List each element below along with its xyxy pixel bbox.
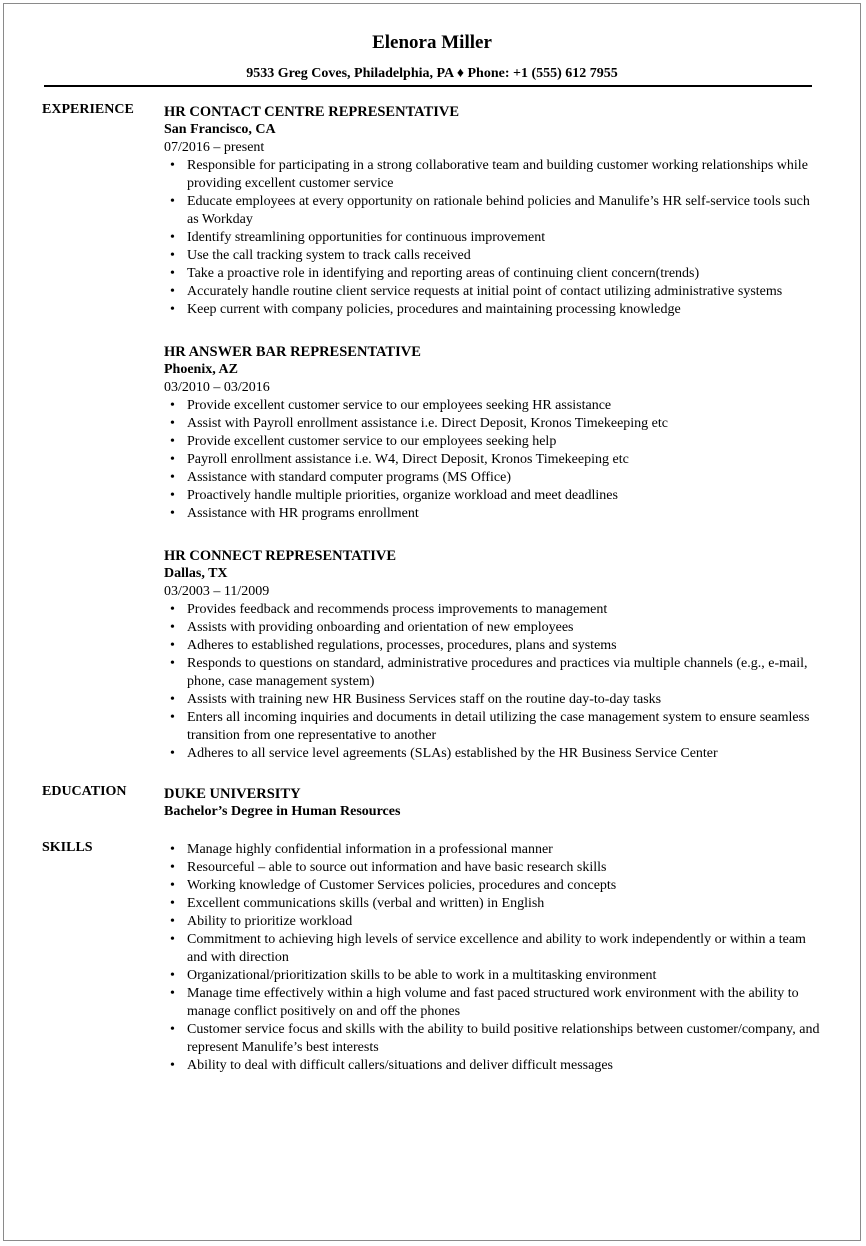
header-divider bbox=[44, 85, 812, 87]
education-section bbox=[164, 785, 824, 821]
job-dates: 07/2016 – present bbox=[164, 140, 265, 155]
list-item: • Educate employees at every opportunity on rationale behind policies and Manulife’s HR self-service tools such as Workday bbox=[164, 193, 824, 229]
skills-list bbox=[164, 841, 824, 1075]
job-entry bbox=[164, 343, 824, 523]
list-item: • Ability to prioritize workload bbox=[164, 913, 824, 931]
list-item: • Commitment to achieving high levels of service excellence and ability to work independently or within a team and with direction bbox=[164, 931, 824, 967]
list-item: • Identify streamlining opportunities for continuous improvement bbox=[164, 229, 824, 247]
list-item: • Provides feedback and recommends process improvements to management bbox=[164, 601, 824, 619]
list-item: • Adheres to all service level agreements (SLAs) established by the HR Business Service Center bbox=[164, 745, 824, 763]
resume-page bbox=[3, 3, 861, 1241]
job-title: HR CONNECT REPRESENTATIVE bbox=[164, 548, 397, 564]
list-item: • Proactively handle multiple priorities, organize workload and meet deadlines bbox=[164, 487, 824, 505]
list-item: • Organizational/prioritization skills to be able to work in a multitasking environment bbox=[164, 967, 824, 985]
list-item: • Customer service focus and skills with the ability to build positive relationships between customer/company, and represent Manulife’s best interests bbox=[164, 1021, 824, 1057]
list-item: • Responsible for participating in a strong collaborative team and building customer working relationships while providing excellent customer service bbox=[164, 157, 824, 193]
list-item: • Provide excellent customer service to our employees seeking help bbox=[164, 433, 824, 451]
experience-section bbox=[164, 103, 824, 787]
job-dates: 03/2010 – 03/2016 bbox=[164, 380, 270, 395]
list-item: • Assistance with standard computer programs (MS Office) bbox=[164, 469, 824, 487]
list-item: • Responds to questions on standard, administrative procedures and practices via multiple channels (e.g., e-mail, phone, case management system) bbox=[164, 655, 824, 691]
degree: Bachelor’s Degree in Human Resources bbox=[164, 804, 401, 819]
list-item: • Assist with Payroll enrollment assistance i.e. Direct Deposit, Kronos Timekeeping etc bbox=[164, 415, 824, 433]
job-bullets bbox=[164, 157, 824, 319]
job-dates: 03/2003 – 11/2009 bbox=[164, 584, 270, 599]
job-bullets bbox=[164, 601, 824, 763]
list-item: • Manage time effectively within a high volume and fast paced structured work environment with the ability to manage conflict positively on and off the phones bbox=[164, 985, 824, 1021]
list-item: • Manage highly confidential information in a professional manner bbox=[164, 841, 824, 859]
school-name: DUKE UNIVERSITY bbox=[164, 786, 301, 802]
list-item: • Keep current with company policies, procedures and maintaining processing knowledge bbox=[164, 301, 824, 319]
list-item: • Resourceful – able to source out information and have basic research skills bbox=[164, 859, 824, 877]
job-entry bbox=[164, 103, 824, 319]
job-bullets bbox=[164, 397, 824, 523]
list-item: • Working knowledge of Customer Services policies, procedures and concepts bbox=[164, 877, 824, 895]
job-title: HR ANSWER BAR REPRESENTATIVE bbox=[164, 344, 421, 360]
candidate-name: Elenora Miller bbox=[372, 32, 492, 53]
list-item: • Adheres to established regulations, processes, procedures, plans and systems bbox=[164, 637, 824, 655]
education-label: EDUCATION bbox=[42, 784, 127, 799]
job-title: HR CONTACT CENTRE REPRESENTATIVE bbox=[164, 104, 460, 120]
list-item: • Provide excellent customer service to our employees seeking HR assistance bbox=[164, 397, 824, 415]
contact-line: 9533 Greg Coves, Philadelphia, PA ♦ Phone: +1 (555) 612 7955 bbox=[246, 66, 618, 81]
list-item: • Assists with providing onboarding and orientation of new employees bbox=[164, 619, 824, 637]
list-item: • Enters all incoming inquiries and documents in detail utilizing the case management system to ensure seamless transition from one representative to another bbox=[164, 709, 824, 745]
skills-section bbox=[164, 841, 824, 1075]
list-item: • Use the call tracking system to track calls received bbox=[164, 247, 824, 265]
job-entry bbox=[164, 547, 824, 763]
job-location: Phoenix, AZ bbox=[164, 362, 238, 377]
list-item: • Assists with training new HR Business Services staff on the routine day-to-day tasks bbox=[164, 691, 824, 709]
skills-label: SKILLS bbox=[42, 840, 93, 855]
list-item: • Excellent communications skills (verbal and written) in English bbox=[164, 895, 824, 913]
list-item: • Ability to deal with difficult callers/situations and deliver difficult messages bbox=[164, 1057, 824, 1075]
job-location: San Francisco, CA bbox=[164, 122, 276, 137]
list-item: • Take a proactive role in identifying and reporting areas of continuing client concern(trends) bbox=[164, 265, 824, 283]
job-location: Dallas, TX bbox=[164, 566, 228, 581]
list-item: • Assistance with HR programs enrollment bbox=[164, 505, 824, 523]
experience-label: EXPERIENCE bbox=[42, 102, 134, 117]
list-item: • Payroll enrollment assistance i.e. W4, Direct Deposit, Kronos Timekeeping etc bbox=[164, 451, 824, 469]
list-item: • Accurately handle routine client service requests at initial point of contact utilizing administrative systems bbox=[164, 283, 824, 301]
